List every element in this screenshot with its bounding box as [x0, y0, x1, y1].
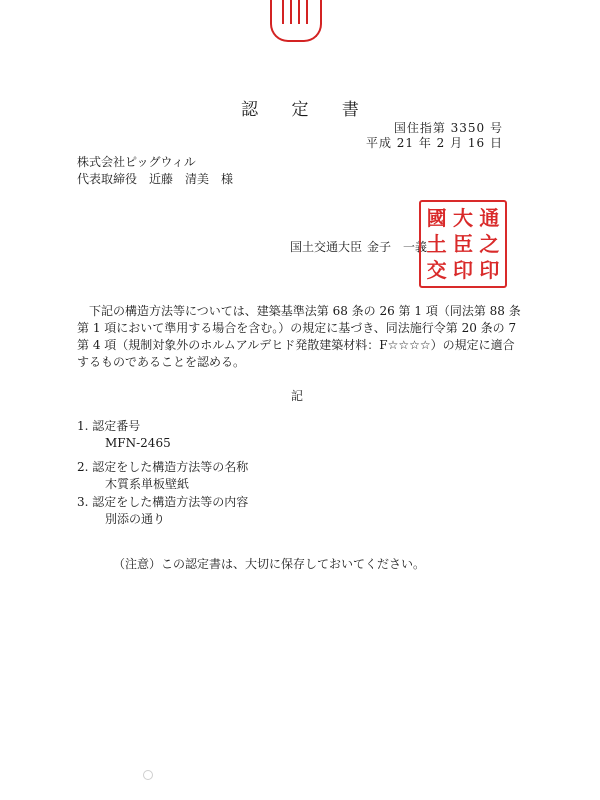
seal-char: 之 [479, 231, 500, 256]
issuer-name: 金子 一義 [367, 240, 428, 254]
item-value: 木質系単板壁紙 [105, 477, 190, 491]
ki-heading: 記 [291, 389, 304, 403]
item-heading: 3. 認定をした構造方法等の内容 [77, 495, 249, 509]
recipient-company: 株式会社ピッグウィル [77, 155, 196, 169]
seal-char: 通 [479, 205, 500, 230]
item-value: 別添の通り [105, 512, 166, 526]
caution-note: （注意）この認定書は、大切に保存しておいてください。 [113, 557, 426, 571]
top-seal-stamp [270, 0, 322, 42]
seal-char: 印 [452, 258, 473, 283]
document-number: 国住指第 3350 号 [393, 121, 503, 135]
item-heading: 1. 認定番号 [77, 419, 141, 433]
seal-char: 國 [426, 205, 447, 230]
seal-char: 大 [452, 205, 473, 230]
item-heading: 2. 認定をした構造方法等の名称 [77, 460, 249, 474]
seal-char: 印 [479, 258, 500, 283]
seal-char: 土 [426, 231, 447, 256]
official-seal [419, 200, 507, 288]
seal-char: 臣 [452, 231, 473, 256]
recipient-representative: 代表取締役 近藤 清美 様 [77, 172, 234, 186]
issue-date: 平成 21 年 2 月 16 日 [365, 136, 503, 150]
document-title: 認 定 書 [241, 100, 373, 120]
issuer-title: 国土交通大臣 [290, 240, 363, 254]
item-value: MFN-2465 [105, 436, 171, 450]
seal-char: 交 [426, 258, 447, 283]
scan-artifact [143, 770, 153, 780]
certification-body: 下記の構造方法等については、建築基準法第 68 条の 26 第 1 項（同法第 88 条第 1 項において準用する場合を含む。）の規定に基づき、同法施行令第 20 条の 7 第 4 項（規制対象外のホルムアルデヒド発散建築材料：F☆☆☆☆）の規定に適合するものであることを認める。 [77, 304, 521, 369]
